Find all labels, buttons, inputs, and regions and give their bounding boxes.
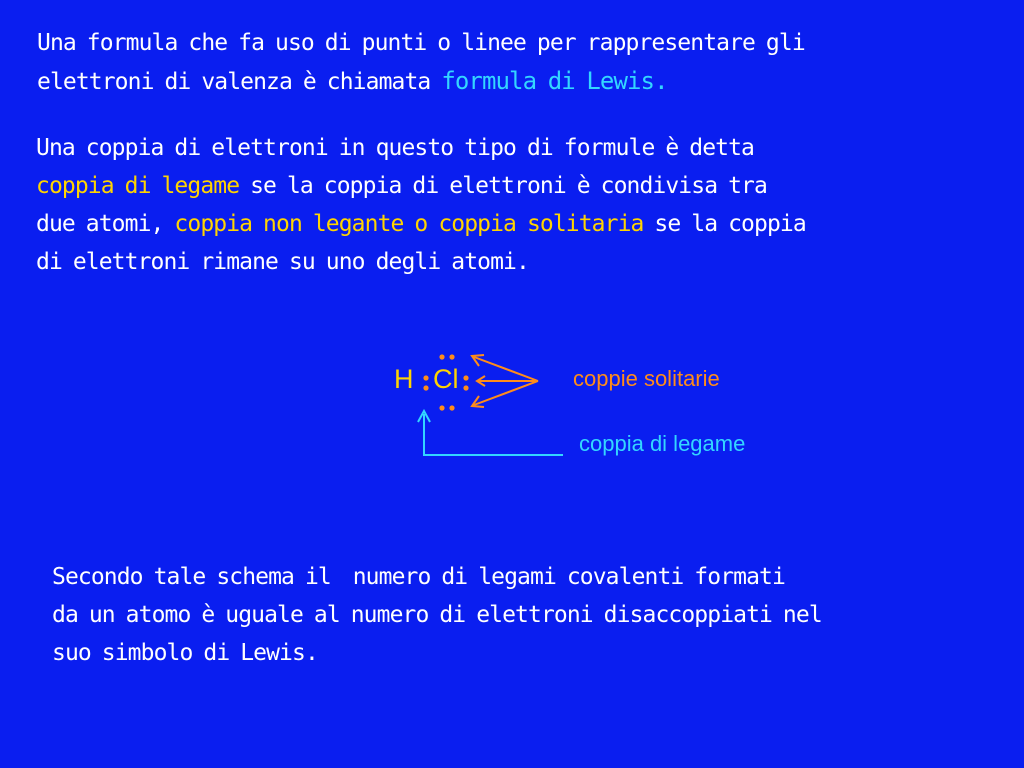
connector-line bbox=[424, 414, 563, 455]
label-bonding-pair: coppia di legame bbox=[579, 431, 746, 456]
lone-pair-electron bbox=[449, 405, 454, 410]
paragraph-electron-pairs bbox=[36, 129, 806, 281]
text: Una coppia di elettroni in questo tipo di formule è detta bbox=[36, 135, 754, 161]
lone-pair-electron bbox=[463, 375, 468, 380]
text: elettroni di valenza è chiamata bbox=[37, 69, 442, 95]
paragraph-line bbox=[52, 558, 822, 596]
bonding-electron bbox=[423, 375, 428, 380]
term-coppia-di-legame: coppia di legame bbox=[36, 173, 240, 199]
text: se la coppia bbox=[643, 211, 806, 237]
term-formula-di-lewis: formula di Lewis. bbox=[441, 67, 668, 95]
atom-h: H bbox=[394, 364, 414, 394]
paragraph-line bbox=[37, 24, 805, 62]
text: se la coppia di elettroni è condivisa tra bbox=[239, 173, 767, 199]
bonding-pair-arrow bbox=[418, 411, 563, 455]
paragraph-covalent-bonds bbox=[52, 558, 822, 672]
text: da un atomo è uguale al numero di elettroni disaccoppiati nel bbox=[52, 602, 822, 628]
paragraph-line bbox=[36, 167, 806, 205]
atom-cl: Cl bbox=[433, 364, 459, 394]
paragraph-lewis-definition bbox=[37, 24, 805, 101]
text: suo simbolo di Lewis. bbox=[52, 640, 318, 666]
text: di elettroni rimane su uno degli atomi. bbox=[36, 249, 529, 275]
arrow-head bbox=[477, 376, 485, 386]
text: Secondo tale schema il numero di legami covalenti formati bbox=[52, 564, 785, 590]
text: due atomi, bbox=[36, 211, 175, 237]
label-lone-pairs: coppie solitarie bbox=[573, 366, 720, 391]
lone-pair-electron bbox=[439, 354, 444, 359]
paragraph-line bbox=[37, 62, 805, 101]
paragraph-line bbox=[52, 634, 822, 672]
lone-pairs-arrows bbox=[472, 355, 538, 407]
lone-pair-electron bbox=[463, 385, 468, 390]
arrow-head bbox=[472, 355, 484, 366]
lone-pair-electron bbox=[439, 405, 444, 410]
arrow-head bbox=[418, 411, 430, 422]
arrow-head bbox=[472, 396, 484, 407]
paragraph-line bbox=[52, 596, 822, 634]
arrow-shaft bbox=[474, 381, 538, 405]
bonding-electron bbox=[423, 385, 428, 390]
paragraph-line bbox=[36, 243, 806, 281]
paragraph-line bbox=[36, 129, 806, 167]
paragraph-line bbox=[36, 205, 806, 243]
text: Una formula che fa uso di punti o linee per rappresentare gli bbox=[37, 30, 805, 56]
arrow-shaft bbox=[474, 357, 538, 381]
lone-pair-electron bbox=[449, 354, 454, 359]
term-coppia-solitaria: coppia non legante o coppia solitaria bbox=[174, 211, 644, 237]
